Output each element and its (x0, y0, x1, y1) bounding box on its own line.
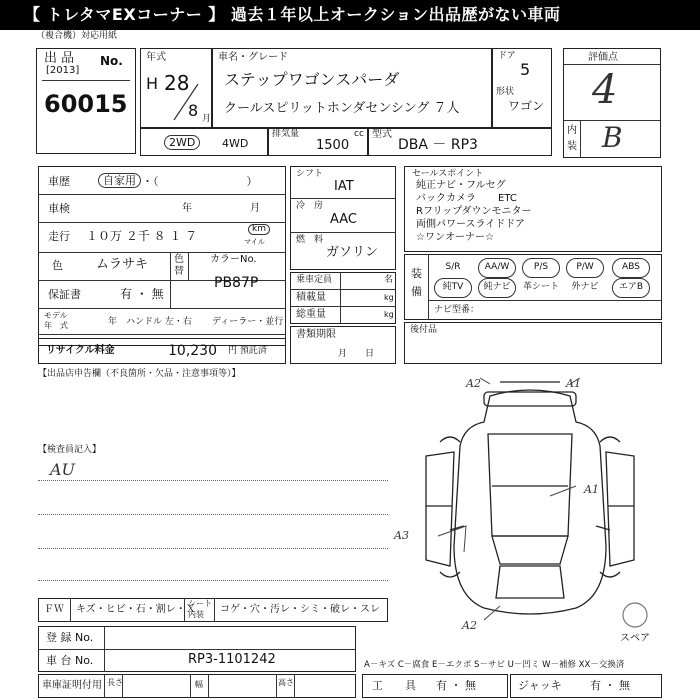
mark-a1-top: A1 (566, 377, 581, 390)
equip-ps: P/S (522, 258, 560, 278)
fuel-value: ガソリン (326, 245, 379, 260)
interior-value: B (602, 121, 623, 154)
equip-aaw: AA/W (478, 258, 516, 278)
notes-label: 【出品店申告欄（不良箇所・欠品・注意事項等）】 (38, 369, 241, 379)
sales-point-item: ☆ワンオーナー☆ (416, 232, 494, 243)
equip-airbag: エアB (612, 278, 650, 298)
mark-a1-side: A1 (584, 483, 599, 496)
car-diagram (400, 376, 660, 626)
recycle-value: 10,230 (168, 343, 217, 359)
drive-box (140, 128, 268, 156)
listing-year-stamp: [2013] (46, 65, 80, 76)
equip-ext-navi: 外ナビ (571, 282, 599, 292)
banner-text: 【 トレタマEXコーナー 】 過去１年以上オークション出品歴がない車両 (24, 5, 561, 24)
equip-pw: P/W (566, 258, 604, 278)
condition-interior: コゲ・穴・汚レ・シミ・破レ・スレ (220, 604, 380, 615)
history-value: 自家用 (98, 173, 141, 188)
displacement-value: 1500 (316, 138, 350, 153)
tools-value: 有 ・ 無 (436, 679, 476, 692)
drive-4wd: 4WD (222, 137, 249, 150)
shift-value: IAT (334, 179, 354, 194)
sales-point-item: Rフリップダウンモニター (416, 206, 532, 217)
door-count: 5 (520, 60, 531, 79)
sheet-subtitle: （複合機）対応用紙 (36, 31, 118, 41)
listing-label: 出 品 (44, 51, 75, 66)
sales-point-item: 純正ナビ・フルセグ (416, 180, 506, 191)
equip-sr: S/R (445, 262, 461, 272)
color-value: ムラサキ (96, 257, 149, 272)
spare-tire-icon (620, 600, 650, 630)
sales-point-item: 両側パワースライドドア (416, 219, 525, 230)
mark-a2-top: A2 (466, 377, 481, 390)
inspector-text: AU (50, 460, 76, 479)
sales-point-item: ETC (498, 193, 517, 204)
mileage-value: １０万 ２千 ８ １ ７ (86, 229, 198, 243)
damage-legend: A－キズ C－腐食 E－エクボ S－サビ U－凹ミ W－補修 XX－交換済 (364, 660, 625, 670)
spare-label: スペア (620, 633, 650, 644)
color-no: PB87P (214, 275, 259, 291)
listing-no-label: No. (100, 54, 123, 68)
inspector-area (38, 456, 388, 596)
body-type: ワゴン (508, 99, 545, 113)
warranty-value: 有 ・ 無 (120, 287, 164, 301)
drive-2wd: 2WD (164, 135, 200, 150)
equip-tv: 純TV (434, 278, 472, 298)
jack-value: 有 ・ 無 (590, 679, 630, 692)
year-era: H (146, 74, 159, 93)
chassis-number: RP3-1101242 (188, 652, 276, 667)
year-value: 28 (164, 71, 190, 95)
equip-abs: ABS (612, 258, 650, 278)
score-value: 4 (592, 67, 618, 113)
listing-number: 60015 (44, 90, 128, 118)
sales-point-item: バックカメラ (416, 193, 476, 204)
mark-a2-bottom: A2 (462, 619, 477, 632)
car-grade: クールスピリットホンダセンシング ７人 (224, 101, 460, 116)
ac-value: AAC (330, 212, 357, 227)
equip-navi: 純ナビ (478, 278, 516, 298)
inspector-label: 【検査員記入】 (38, 445, 102, 455)
after-install-box (404, 322, 662, 364)
condition-exterior: キズ・ヒビ・石・割レ・Ｘ (76, 604, 196, 615)
equip-leather: 革シート (523, 282, 560, 292)
model-code: DBA － RP3 (398, 137, 478, 153)
car-name: ステップワゴンスパーダ (224, 70, 400, 89)
year-month: 8 (188, 101, 199, 120)
mark-a3: A3 (394, 529, 409, 542)
